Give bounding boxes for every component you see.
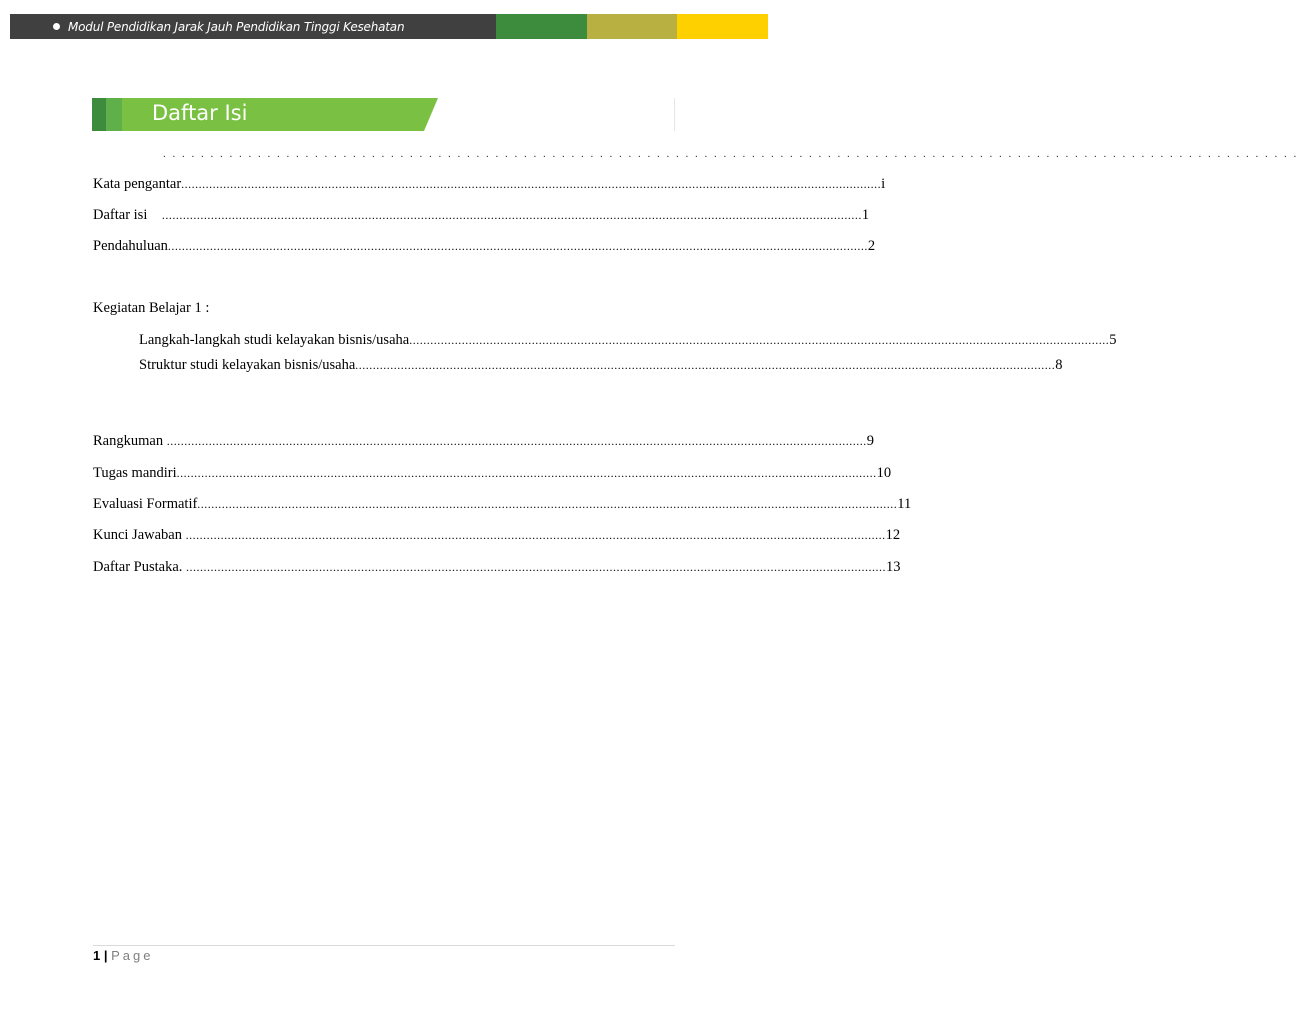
toc-entry-label: Langkah-langkah studi kelayakan bisnis/usaha	[139, 332, 410, 348]
page-word: Page	[111, 948, 154, 963]
toc-dot-leader: ........................................................................................................................................................................................................	[197, 497, 898, 511]
toc-entry[interactable]	[93, 557, 901, 577]
header-stripe-green	[496, 14, 587, 39]
header-title-bar	[10, 14, 496, 39]
toc-entry-page: 2	[867, 238, 876, 254]
toc-entry-label: Kunci Jawaban	[93, 527, 186, 543]
toc-dot-leader: ........................................................................................................................................................................................................	[185, 528, 886, 542]
toc-entry-page: 5	[1109, 332, 1117, 348]
toc-entry[interactable]	[93, 463, 892, 483]
toc-entry-label: Pendahuluan	[93, 238, 168, 254]
running-header	[10, 14, 768, 39]
toc-entry-page: 8	[1055, 357, 1063, 373]
toc-entry-label: Struktur studi kelayakan bisnis/usaha	[139, 357, 356, 373]
dotted-separator: . . . . . . . . . . . . . . . . . . . . . . . . . . . . . . . . . . . . . . . . . . . . . . . . . . . . . . . . . . . . . . . . . . . . . . . . . . . . . . . . . . . . . . . . . . . . . . . . . . . . . . . . . . . . . . . . . . . . . . . .	[163, 148, 1298, 160]
banner-shape-icon	[92, 98, 438, 131]
toc-entry-label: Tugas mandiri	[93, 465, 177, 481]
toc-entry[interactable]	[139, 355, 1063, 375]
section-banner	[92, 98, 438, 131]
toc-dot-leader: ........................................................................................................................................................................................................	[176, 466, 877, 480]
page-footer	[93, 948, 154, 963]
page-number: 1	[93, 948, 101, 963]
toc-entry-label: Evaluasi Formatif	[93, 496, 198, 512]
toc-dot-leader: ........................................................................................................................................................................................................	[186, 560, 887, 574]
toc-entry[interactable]	[93, 174, 886, 194]
toc-entry[interactable]	[93, 431, 874, 451]
toc-entry-label: Rangkuman	[93, 433, 167, 449]
toc-dot-leader: ........................................................................................................................................................................................................	[409, 333, 1110, 347]
toc-entry-page: 13	[886, 559, 901, 575]
header-title: Modul Pendidikan Jarak Jauh Pendidikan Tinggi Kesehatan	[68, 19, 405, 34]
toc-entry-page: 11	[897, 496, 912, 512]
toc-entry-page: i	[881, 176, 886, 192]
toc-dot-leader: ........................................................................................................................................................................................................	[166, 434, 867, 448]
toc-entry[interactable]	[93, 525, 901, 545]
toc-entry-page: 12	[885, 527, 901, 543]
toc-entry-label: Kata pengantar	[93, 176, 182, 192]
toc-dot-leader: ........................................................................................................................................................................................................	[181, 177, 882, 191]
toc-entry[interactable]	[93, 205, 870, 225]
toc-dot-leader: ........................................................................................................................................................................................................	[161, 208, 862, 222]
header-stripe-olive	[587, 14, 677, 39]
footer-separator: |	[103, 948, 108, 963]
toc-entry[interactable]	[139, 330, 1117, 350]
toc-entry-page: 10	[876, 465, 892, 481]
toc-dot-leader: ........................................................................................................................................................................................................	[167, 239, 868, 253]
toc-entry-label: Daftar isi	[93, 207, 162, 223]
toc-entry[interactable]	[93, 494, 912, 514]
toc-entry[interactable]	[93, 236, 876, 256]
section-heading: Kegiatan Belajar 1 :	[93, 300, 210, 316]
toc-entry-label: Daftar Pustaka.	[93, 559, 187, 575]
toc-entry-page: 1	[861, 207, 870, 223]
header-stripe-yellow	[677, 14, 768, 39]
vertical-divider	[674, 98, 675, 131]
toc-dot-leader: ........................................................................................................................................................................................................	[355, 358, 1056, 372]
bullet-icon	[53, 23, 60, 30]
toc-entry-page: 9	[866, 433, 874, 449]
footer-divider	[93, 945, 675, 946]
banner-title: Daftar Isi	[152, 101, 248, 125]
